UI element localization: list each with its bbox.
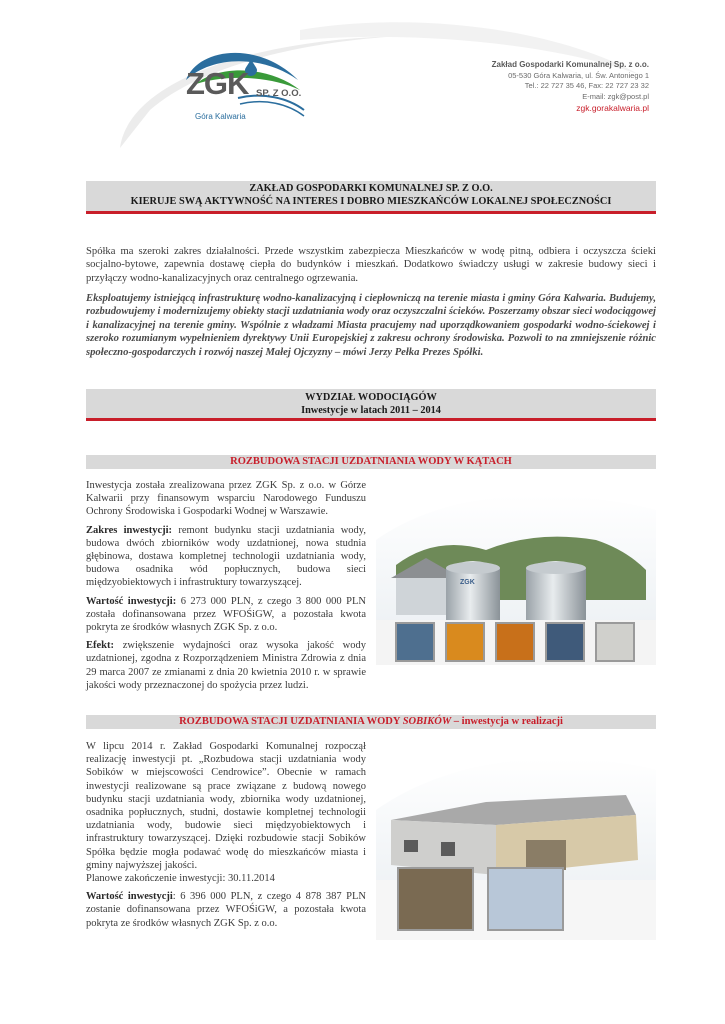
logo-city: Góra Kalwaria	[195, 112, 246, 121]
intro-paragraph: Spółka ma szeroki zakres działalności. Przede wszystkim zabezpiecza Mieszkańców w wodę pitną, odbiera i oczyszcza ścieki socjalno-bytowe, zapewnia dostawę ciepła do budynków i mieszkań. Dodatkowo świadczy usługi w zakresie budowy sieci i przyłączy wodno-kanalizacyjnych oraz centralnego ogrzewania.	[86, 246, 656, 284]
section1-text	[86, 479, 366, 697]
section2-text	[86, 740, 366, 935]
company-phone: Tel.: 22 727 35 46, Fax: 22 727 23 32	[524, 81, 649, 90]
title-line-2: KIERUJE SWĄ AKTYWNOŚĆ NA INTERES I DOBRO MIESZKAŃCÓW LOKALNEJ SPOŁECZNOŚCI	[130, 196, 612, 207]
well-drilling-thumbnail	[488, 868, 563, 930]
equipment-thumbnails	[396, 623, 634, 661]
section2-intro: W lipcu 2014 r. Zakład Gospodarki Komunalnej rozpoczął realizację inwestycji pt. „Rozbudowa stacji uzdatniania wody Sobików w miejscowości Cendrowice”. Obecnie w ramach inwestycji realizowane są prace związane z budową nowego budynku stacji uzdatniania wody, zbiornika wody uzdatnionej, osadnika popłucznych, studni, dostawie kompletnej technologii uzdatniania wody, budowie sieci międzyobiektowych i infrastruktury towarzyszącej. Dzięki rozbudowie stacji Sobików Spółka będzie mogła podawać wodę do mieszkańców miasta i gminy najwyższej jakości.	[86, 741, 366, 871]
company-website-link[interactable]: zgk.gorakalwaria.pl	[576, 103, 649, 113]
station-katy-photo	[376, 480, 656, 680]
tank-construction-thumbnail	[398, 868, 473, 930]
department-title: WYDZIAŁ WODOCIĄGÓW	[305, 392, 437, 403]
section1-effect: Efekt: zwiększenie wydajności oraz wysoka jakość wody uzdatnionej, zgodna z Rozporządzeniem Ministra Zdrowia z dnia 29 marca 2007 ze zmianami z dnia 20 kwietnia 2010 r. w sprawie jakości wody przeznaczonej do spożycia przez ludzi.	[86, 640, 366, 691]
company-address: 05-530 Góra Kalwaria, ul. Św. Antoniego 1	[508, 70, 649, 80]
intro-quote: Eksploatujemy istniejącą infrastrukturę wodno-kanalizacyjną i ciepłowniczą na terenie miasta i gminy Góra Kalwaria. Budujemy, rozbudowujemy i modernizujemy obiekty stacji uzdatniania wody oraz oczyszczalni ścieków. Poszerzamy obszar sieci wodociągowej i kanalizacyjnej na terenie gminy. Wspólnie z władzami Miasta pracujemy nad uporządkowaniem gospodarki wodno-ściekowej i szeroko rozumianym wypełnieniem dyrektywy Unii Europejskiej z zakresu ochrony środowiska. Pozwoli to na zmniejszenie różnic społeczno-gospodarczych i rozwój naszej Małej Ojczyzny – mówi Jerzy Pełka Prezes Spółki.	[86, 293, 656, 358]
title-line-1: ZAKŁAD GOSPODARKI KOMUNALNEJ SP. Z O.O.	[249, 183, 493, 194]
tank-logo-label: ZGK	[460, 579, 475, 586]
logo-company-form: SP. Z O.O.	[256, 88, 302, 99]
department-subtitle: Inwestycje w latach 2011 – 2014	[301, 405, 441, 416]
section2-completion-date: Planowe zakończenie inwestycji: 30.11.2014	[86, 873, 275, 885]
company-name: Zakład Gospodarki Komunalnej Sp. z o.o.	[491, 60, 649, 69]
section2-heading: ROZBUDOWA STACJI UZDATNIANIA WODY SOBIKÓW – inwestycja w realizacji	[86, 715, 656, 729]
contact-block	[492, 60, 649, 114]
section2-value: Wartość inwestycji: 6 396 000 PLN, z czego 4 878 387 PLN zostanie dofinansowana przez WFOŚiGW, a pozostała kwota pokryta ze środków własnych ZGK Sp. z o.o.	[86, 891, 367, 929]
company-email[interactable]: E-mail: zgk@post.pl	[582, 91, 649, 101]
section1-value: Wartość inwestycji: 6 273 000 PLN, z czego 3 800 000 PLN została dofinansowana przez WFOŚiGW, a pozostała kwota pokryta ze środków własnych ZGK Sp. z o.o.	[86, 595, 366, 634]
logo-text: ZGK	[186, 66, 249, 101]
station-sobikow-photo	[376, 740, 656, 945]
section1-intro: Inwestycja została zrealizowana przez ZGK Sp. z o.o. w Górze Kalwarii przy finansowym wsparciu Narodowego Funduszu Ochrony Środowiska i Gospodarki Wodnej w Warszawie.	[86, 480, 366, 518]
title-bar	[86, 181, 656, 214]
section1-scope: Zakres inwestycji: remont budynku stacji uzdatniania wody, budowa dwóch zbiorników wody uzdatnionej, nowa studnia głębinowa, dostawa kompletnej technologii uzdatniania wody, budowa osadnika wód popłucznych, budowa sieci międzyobiektowych i infrastruktury towarzyszącej.	[86, 524, 366, 589]
department-bar	[86, 389, 656, 421]
section1-heading: ROZBUDOWA STACJI UZDATNIANIA WODY W KĄTACH	[86, 455, 656, 469]
